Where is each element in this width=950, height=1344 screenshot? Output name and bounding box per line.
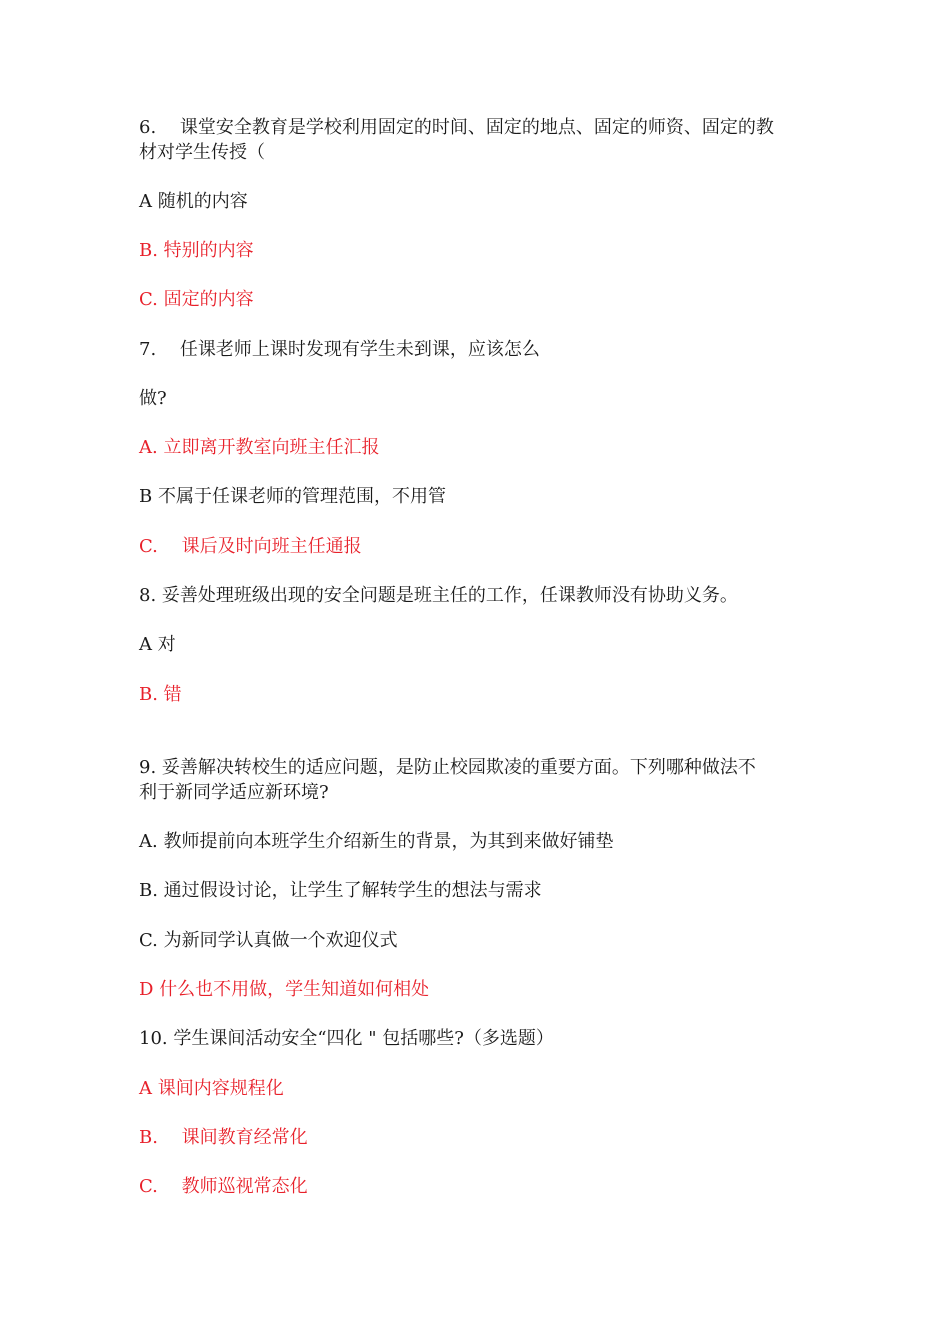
question-7-line-1: 7. 任课老师上课时发现有学生未到课，应该怎么 [139, 339, 540, 360]
question-8-line-1: 8. 妥善处理班级出现的安全问题是班主任的工作，任课教师没有协助义务。 [139, 585, 738, 606]
question-10-option-b: B. 课间教育经常化 [139, 1127, 308, 1148]
question-6-line-2: 材对学生传授（ [139, 142, 265, 163]
question-7-line-2: 做? [139, 388, 167, 409]
question-10-option-a: A 课间内容规程化 [139, 1078, 284, 1099]
question-6-option-c: C. 固定的内容 [139, 289, 254, 310]
question-9-line-2: 利于新同学适应新环境? [139, 782, 329, 803]
question-6-option-b: B. 特别的内容 [139, 240, 254, 261]
question-9-line-1: 9. 妥善解决转校生的适应问题，是防止校园欺凌的重要方面。下列哪种做法不 [139, 757, 756, 778]
question-10-line-1: 10. 学生课间活动安全“四化 " 包括哪些?（多选题） [139, 1028, 554, 1049]
question-8-option-a: A 对 [139, 634, 176, 655]
question-7-option-c: C. 课后及时向班主任通报 [139, 536, 362, 557]
question-9-option-c: C. 为新同学认真做一个欢迎仪式 [139, 930, 398, 951]
question-9-option-d: D 什么也不用做，学生知道如何相处 [139, 979, 430, 1000]
question-10-option-c: C. 教师巡视常态化 [139, 1176, 308, 1197]
question-6-line-1: 6. 课堂安全教育是学校利用固定的时间、固定的地点、固定的师资、固定的教 [139, 117, 774, 138]
question-8-option-b: B. 错 [139, 684, 182, 705]
question-6-option-a: A 随机的内容 [139, 191, 248, 212]
question-7-option-a: A. 立即离开教室向班主任汇报 [139, 437, 380, 458]
question-7-option-b: B 不属于任课老师的管理范围，不用管 [139, 486, 446, 507]
question-9-option-a: A. 教师提前向本班学生介绍新生的背景，为其到来做好铺垫 [139, 831, 614, 852]
question-9-option-b: B. 通过假设讨论，让学生了解转学生的想法与需求 [139, 880, 542, 901]
